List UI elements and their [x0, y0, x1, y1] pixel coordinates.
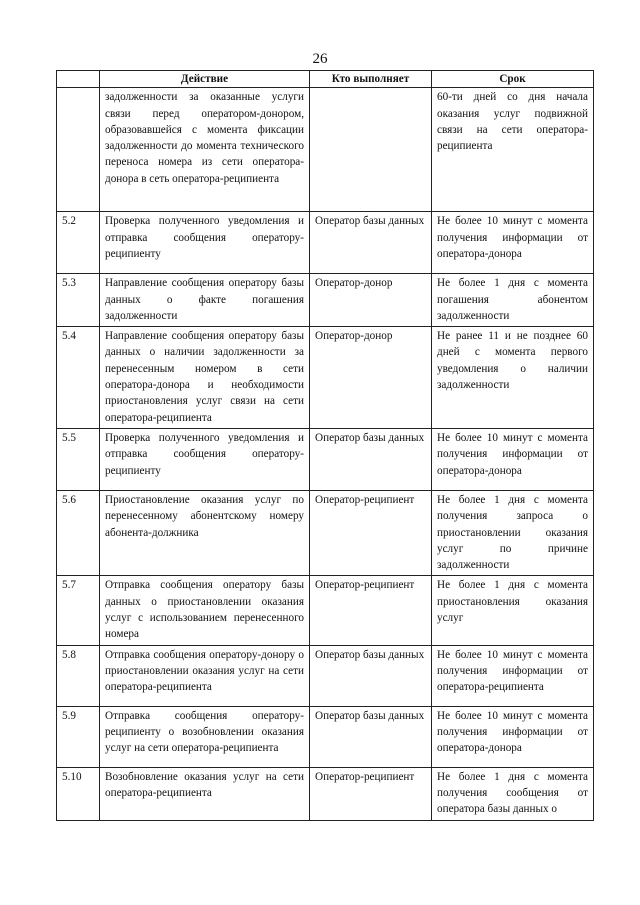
row-who: Оператор-донор	[310, 274, 432, 327]
table-row	[57, 576, 594, 645]
row-number: 5.5	[57, 428, 100, 490]
row-number	[57, 88, 100, 212]
row-number: 5.10	[57, 767, 100, 820]
row-action: Приостановление оказания услуг по перенесенному абонентскому номеру абонента-должника	[100, 490, 310, 575]
table-row	[57, 706, 594, 767]
row-action: Отправка сообщения оператору-донору о приостановлении оказания услуг на сети оператора-реципиента	[100, 645, 310, 706]
header-who: Кто выполняет	[310, 71, 432, 88]
table-row	[57, 645, 594, 706]
row-number: 5.4	[57, 327, 100, 429]
row-who: Оператор-донор	[310, 327, 432, 429]
row-who: Оператор базы данных	[310, 645, 432, 706]
row-who: Оператор-реципиент	[310, 490, 432, 575]
row-action: Отправка сообщения оператору-реципиенту о возобновлении оказания услуг на сети оператора-реципиента	[100, 706, 310, 767]
row-term: 60-ти дней со дня начала оказания услуг подвижной связи на сети оператора-реципиента	[432, 88, 594, 212]
row-action: Возобновление оказания услуг на сети оператора-реципиента	[100, 767, 310, 820]
row-term: Не более 10 минут с момента получения информации от оператора-реципиента	[432, 645, 594, 706]
row-term: Не более 1 дня с момента погашения абонентом задолженности	[432, 274, 594, 327]
row-who: Оператор-реципиент	[310, 576, 432, 645]
row-action: Проверка полученного уведомления и отправка сообщения оператору-реципиенту	[100, 428, 310, 490]
row-term: Не более 10 минут с момента получения информации от оператора-донора	[432, 706, 594, 767]
table-row	[57, 88, 594, 212]
row-who	[310, 88, 432, 212]
table-header-row	[57, 71, 594, 88]
row-who: Оператор базы данных	[310, 428, 432, 490]
table-row	[57, 327, 594, 429]
header-number	[57, 71, 100, 88]
row-number: 5.6	[57, 490, 100, 575]
header-action: Действие	[100, 71, 310, 88]
row-action: Проверка полученного уведомления и отправка сообщения оператору-реципиенту	[100, 212, 310, 274]
row-action: Направление сообщения оператору базы данных о наличии задолженности за перенесенным номером в сети оператора-донора и необходимости приостановления услуг связи на сети оператора-реципиента	[100, 327, 310, 429]
table-row	[57, 490, 594, 575]
row-term: Не более 1 дня с момента получения сообщения от оператора базы данных о	[432, 767, 594, 820]
row-number: 5.9	[57, 706, 100, 767]
row-term: Не более 1 дня с момента приостановления оказания услуг	[432, 576, 594, 645]
table-row	[57, 767, 594, 820]
row-number: 5.8	[57, 645, 100, 706]
row-term: Не ранее 11 и не позднее 60 дней с момента первого уведомления о наличии задолженности	[432, 327, 594, 429]
row-who: Оператор базы данных	[310, 212, 432, 274]
row-number: 5.3	[57, 274, 100, 327]
row-number: 5.2	[57, 212, 100, 274]
table-row	[57, 428, 594, 490]
row-term: Не более 10 минут с момента получения информации от оператора-донора	[432, 212, 594, 274]
row-term: Не более 1 дня с момента получения запроса о приостановлении оказания услуг по причине задолженности	[432, 490, 594, 575]
row-number: 5.7	[57, 576, 100, 645]
header-term: Срок	[432, 71, 594, 88]
row-action: Отправка сообщения оператору базы данных о приостановлении оказания услуг с использованием перенесенного номера	[100, 576, 310, 645]
row-action: задолженности за оказанные услуги связи перед оператором-донором, образовавшейся с момента фиксации задолженности до момента технического переноса номера из сети оператора-донора в сеть оператора-реципиента	[100, 88, 310, 212]
row-who: Оператор базы данных	[310, 706, 432, 767]
procedure-table	[56, 70, 594, 821]
table-row	[57, 212, 594, 274]
table-row	[57, 274, 594, 327]
row-who: Оператор-реципиент	[310, 767, 432, 820]
row-term: Не более 10 минут с момента получения информации от оператора-донора	[432, 428, 594, 490]
row-action: Направление сообщения оператору базы данных о факте погашения задолженности	[100, 274, 310, 327]
page-number: 26	[312, 51, 328, 67]
